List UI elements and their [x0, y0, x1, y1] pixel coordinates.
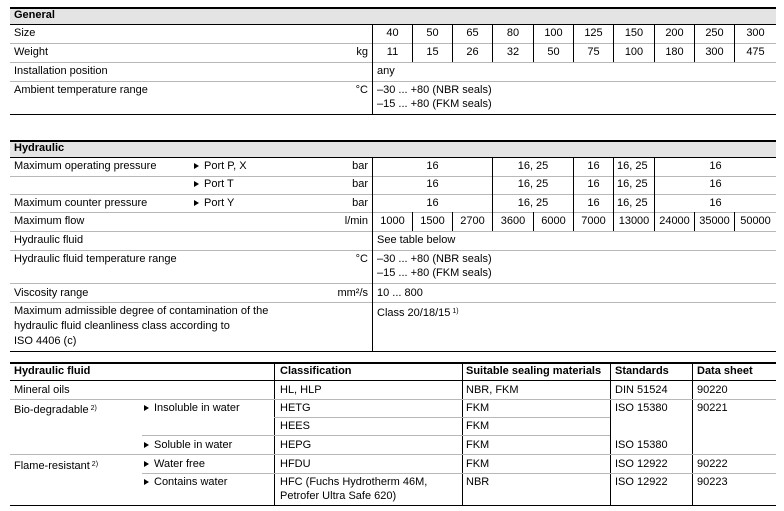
general-header-band: [10, 7, 776, 24]
bio-r1-sheet: 90221: [697, 402, 728, 414]
flame-r2-class2: Petrofer Ultra Safe 620): [280, 490, 397, 502]
flow-100: 6000: [541, 215, 566, 227]
bio-r1-seal: FKM: [466, 402, 490, 414]
port-p-x: Port P, X: [194, 160, 247, 173]
footnote-2: 2): [90, 405, 97, 412]
flow-300: 50000: [740, 215, 771, 227]
size-200: 200: [665, 27, 684, 39]
flame-r1-seal: FKM: [466, 458, 490, 470]
weight-200: 180: [665, 46, 684, 58]
bio-degradable: Bio-degradable $^{2)}$: [14, 404, 97, 416]
flame-r2-sheet: 90223: [697, 476, 728, 488]
size-65: 65: [466, 27, 479, 39]
triangle-bullet-icon: [194, 200, 199, 206]
hydraulic-fluid-label: Hydraulic fluid: [14, 234, 84, 246]
contamination-line2: hydraulic fluid cleanliness class according to: [14, 320, 230, 332]
size-40: 40: [386, 27, 399, 39]
triangle-bullet-icon: [194, 163, 199, 169]
flame-resistant: Flame-resistant $^{2)}$: [14, 460, 99, 472]
y-pressure-g4: 16, 25: [617, 197, 648, 209]
mineral-seal: NBR, FKM: [466, 384, 519, 396]
general-title: General: [14, 9, 55, 21]
y-pressure-g2: 16, 25: [517, 197, 549, 209]
flow-80: 3600: [500, 215, 526, 227]
flame-contains-water: Contains water: [144, 476, 227, 489]
fluid-temp-nbr: –30 ... +80 (NBR seals): [377, 253, 492, 265]
ambient-unit: °C: [355, 84, 368, 96]
mineral-oils: Mineral oils: [14, 384, 70, 396]
ambient-nbr: –30 ... +80 (NBR seals): [377, 84, 492, 96]
triangle-bullet-icon: [144, 405, 149, 411]
fluid-temp-fkm: –15 ... +80 (FKM seals): [377, 267, 492, 279]
weight-125: 75: [587, 46, 600, 58]
flow-40: 1000: [380, 215, 405, 227]
flame-r2-class1: HFC (Fuchs Hydrotherm 46M,: [280, 476, 428, 488]
triangle-bullet-icon: [144, 461, 149, 467]
flow-125: 7000: [581, 215, 606, 227]
triangle-bullet-icon: [194, 181, 199, 187]
op-pressure-g2: 16, 25: [517, 160, 549, 172]
weight-300: 475: [746, 46, 765, 58]
viscosity-unit: mm²/s: [337, 287, 368, 299]
flow-150: 13000: [618, 215, 650, 227]
footnote-2b: 2): [91, 461, 99, 468]
max-flow-label: Maximum flow: [14, 215, 85, 227]
weight-150: 100: [624, 46, 644, 58]
max-counter-unit: bar: [352, 197, 368, 209]
port-y: Port Y: [194, 197, 234, 210]
size-80: 80: [506, 27, 520, 39]
size-50: 50: [426, 27, 439, 39]
max-operating-unit-1: bar: [352, 160, 368, 172]
mineral-class: HL, HLP: [280, 384, 322, 396]
flow-200: 24000: [659, 215, 690, 227]
general-top-rule: [10, 7, 776, 9]
flame-r2-seal: NBR: [466, 476, 490, 488]
bio-soluble: Soluble in water: [144, 439, 232, 452]
weight-65: 26: [466, 46, 479, 58]
triangle-bullet-icon: [144, 442, 149, 448]
op-pressure-g5: 16: [709, 160, 722, 172]
ambient-fkm: –15 ... +80 (FKM seals): [377, 98, 492, 110]
t-pressure-g1: 16: [426, 178, 439, 190]
triangle-bullet-icon: [144, 479, 149, 485]
flame-r2-std: ISO 12922: [615, 476, 668, 488]
port-t: Port T: [194, 178, 234, 191]
y-pressure-g1: 16: [426, 197, 439, 209]
t-pressure-g3: 16: [587, 178, 600, 190]
bio-r2-class: HEES: [280, 420, 310, 432]
y-pressure-g3: 16: [587, 197, 600, 209]
col-sealing: Suitable sealing materials: [466, 365, 602, 377]
col-classification: Classification: [280, 365, 352, 377]
installation-label: Installation position: [14, 65, 108, 77]
flame-water-free: Water free: [144, 458, 205, 471]
weight-250: 300: [705, 46, 724, 58]
bio-r3-std: ISO 15380: [615, 439, 668, 451]
t-pressure-g5: 16: [709, 178, 722, 190]
size-125: 125: [584, 27, 603, 39]
y-pressure-g5: 16: [709, 197, 722, 209]
bio-insoluble: Insoluble in water: [144, 402, 240, 415]
op-pressure-g4: 16, 25: [617, 160, 648, 172]
max-flow-unit: l/min: [344, 215, 368, 227]
max-operating-unit-2: bar: [352, 178, 368, 190]
contamination-value: Class 20/18/15 $^{1)}$: [377, 307, 459, 319]
flow-65: 2700: [460, 215, 485, 227]
t-pressure-g2: 16, 25: [517, 178, 549, 190]
col-standards: Standards: [615, 365, 669, 377]
hydraulic-fluid-value: See table below: [377, 234, 456, 246]
flame-r1-sheet: 90222: [697, 458, 728, 470]
mineral-std: DIN 51524: [615, 384, 668, 396]
flame-r1-class: HFDU: [280, 458, 311, 470]
op-pressure-g3: 16: [587, 160, 600, 172]
size-label: Size: [14, 27, 36, 39]
weight-50: 15: [426, 46, 439, 58]
contamination-line1: Maximum admissible degree of contamination of the: [14, 305, 269, 317]
flow-50: 1500: [420, 215, 445, 227]
op-pressure-g1: 16: [426, 160, 439, 172]
flow-250: 35000: [699, 215, 730, 227]
flame-r1-std: ISO 12922: [615, 458, 668, 470]
size-100: 100: [544, 27, 563, 39]
fluid-temp-label: Hydraulic fluid temperature range: [14, 253, 177, 265]
hydraulic-header-band: [10, 140, 776, 157]
contamination-line3: ISO 4406 (c): [14, 335, 77, 347]
size-300: 300: [746, 27, 765, 39]
fluid-temp-unit: °C: [355, 253, 368, 265]
bio-r1-class: HETG: [280, 402, 311, 414]
col-hydraulic-fluid: Hydraulic fluid: [14, 365, 91, 377]
max-counter-label: Maximum counter pressure: [14, 197, 148, 209]
t-pressure-g4: 16, 25: [617, 178, 648, 190]
ambient-label: Ambient temperature range: [14, 84, 148, 96]
installation-value: any: [377, 65, 395, 77]
weight-label: Weight: [14, 46, 49, 58]
weight-100: 50: [547, 46, 560, 58]
bio-r3-class: HEPG: [280, 439, 312, 451]
bio-r1-std: ISO 15380: [615, 402, 668, 414]
max-operating-label: Maximum operating pressure: [14, 160, 157, 172]
mineral-sheet: 90220: [697, 384, 728, 396]
viscosity-value: 10 ... 800: [377, 287, 423, 299]
bio-r2-seal: FKM: [466, 420, 490, 432]
col-datasheet: Data sheet: [697, 365, 753, 377]
weight-80: 32: [506, 46, 520, 58]
size-150: 150: [624, 27, 644, 39]
weight-40: 11: [386, 46, 399, 58]
hydraulic-title: Hydraulic: [14, 142, 65, 154]
footnote-1: 1): [452, 308, 459, 315]
viscosity-label: Viscosity range: [14, 287, 89, 299]
bio-r3-seal: FKM: [466, 439, 490, 451]
size-250: 250: [705, 27, 724, 39]
weight-unit: kg: [356, 46, 368, 58]
